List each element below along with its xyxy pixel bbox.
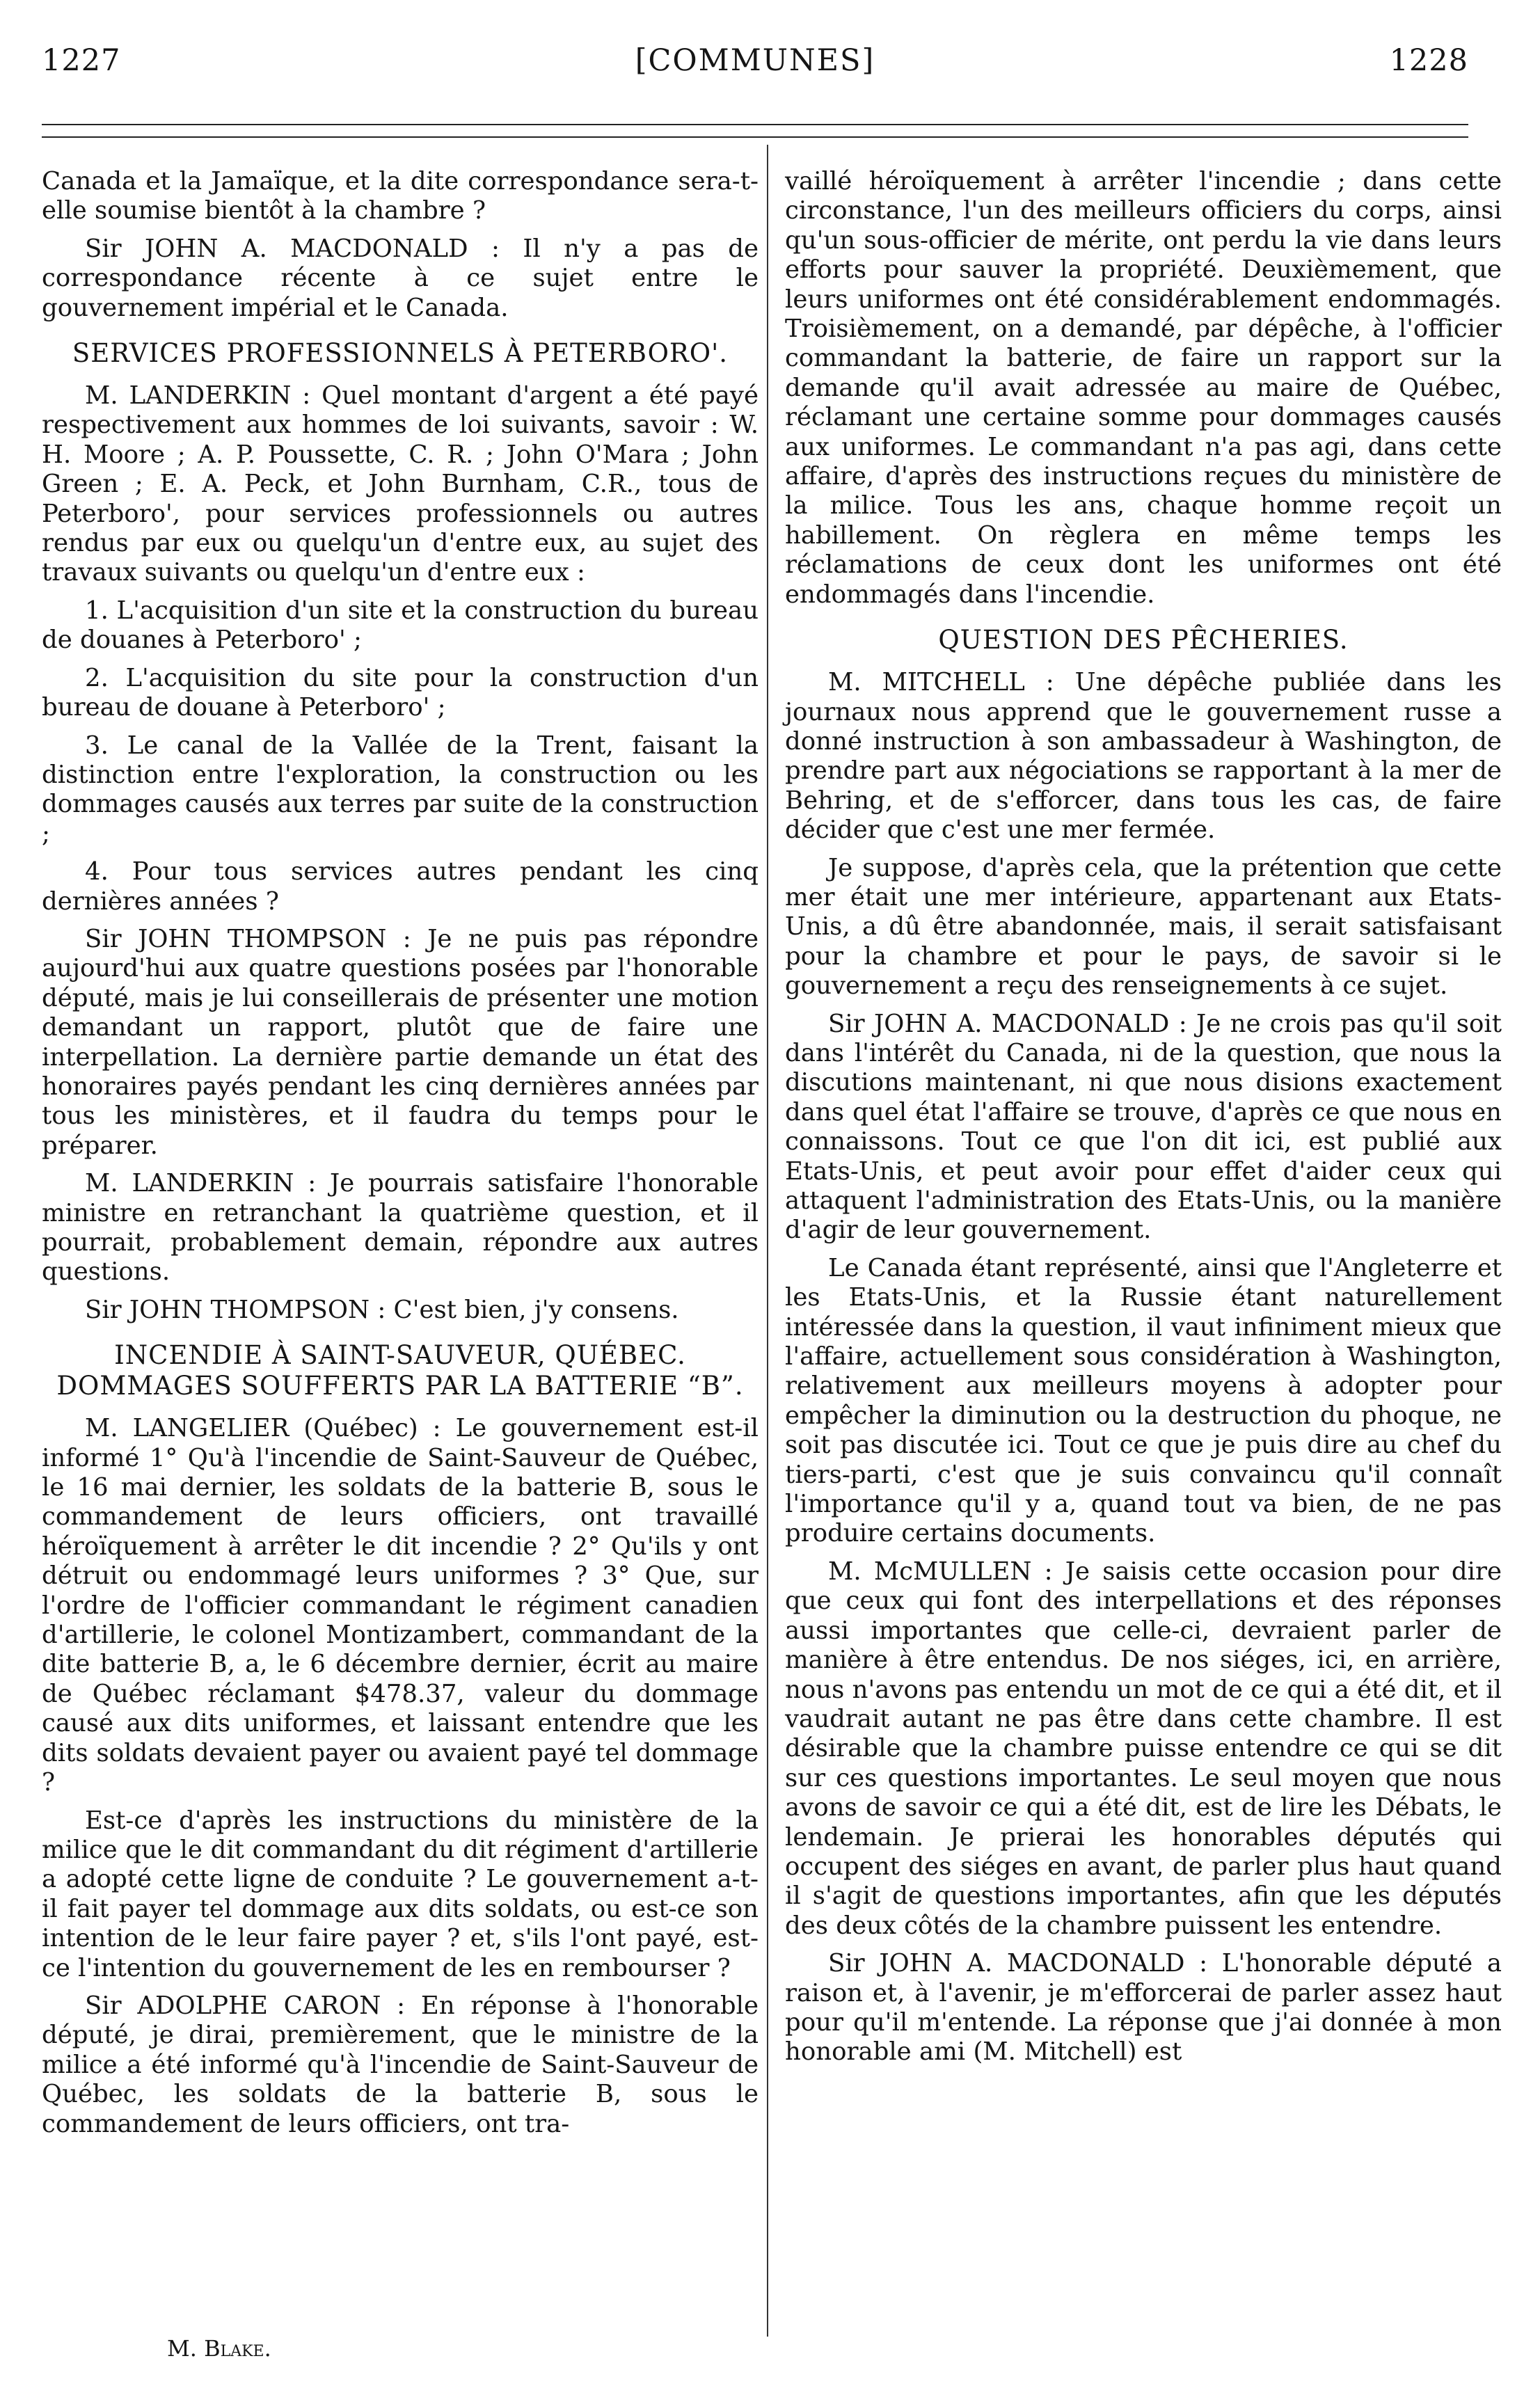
paragraph: M. LANDERKIN : Je pourrais satisfaire l'honorable ministre en retranchant la quatrième question, et il pourrait, probablement demain, répondre aux autres questions. bbox=[42, 1169, 759, 1287]
page-header bbox=[42, 43, 1468, 85]
section-heading: INCENDIE À SAINT-SAUVEUR, QUÉBEC. DOMMAGES SOUFFERTS PAR LA BATTERIE “B”. bbox=[56, 1340, 744, 1401]
section-heading: SERVICES PROFESSIONNELS À PETERBORO'. bbox=[72, 338, 729, 369]
paragraph: Sir JOHN THOMPSON : Je ne puis pas répondre aujourd'hui aux quatre questions posées par l'honorable député, mais je lui conseillerais de présenter une motion demandant un rapport, plutôt que de faire une interpellation. La dernière partie demande un état des honoraires payés pendant les cinq dernières années par tous les ministères, et il faudra du temps pour le préparer. bbox=[42, 924, 759, 1160]
column-divider bbox=[767, 145, 768, 2337]
right-column bbox=[785, 167, 1502, 2076]
paragraph: Sir JOHN A. MACDONALD : Il n'y a pas de correspondance récente à ce sujet entre le gouvernement impérial et le Canada. bbox=[42, 234, 759, 322]
paragraph: 4. Pour tous services autres pendant les cinq dernières années ? bbox=[42, 857, 759, 916]
section-heading: QUESTION DES PÊCHERIES. bbox=[938, 625, 1349, 655]
paragraph: Est-ce d'après les instructions du ministère de la milice que le dit commandant du dit régiment d'artillerie a adopté cette ligne de conduite ? Le gouvernement a-t-il fait payer tel dommage aux dits soldats, ou est-ce son intention de le leur faire payer ? et, s'ils l'ont payé, est-ce l'intention du gouvernement de les en rembourser ? bbox=[42, 1806, 759, 1982]
paragraph: Je suppose, d'après cela, que la prétention que cette mer était une mer intérieure, appartenant aux Etats-Unis, a dû être abandonnée, mais, il serait satisfaisant pour la chambre et pour le pays, de savoir si le gouvernement a reçu des renseignements à ce sujet. bbox=[785, 853, 1502, 1001]
paragraph: Sir JOHN THOMPSON : C'est bien, j'y consens. bbox=[85, 1295, 679, 1324]
paragraph: M. LANDERKIN : Quel montant d'argent a été payé respectivement aux hommes de loi suivants, savoir : W. H. Moore ; A. P. Poussette, C. R. ; John O'Mara ; John Green ; E. A. Peck, et John Burnham, C.R., tous de Peterboro', pour services professionnels ou autres rendus par eux ou quelqu'un d'entre eux, au sujet des travaux suivants ou quelqu'un d'entre eux : bbox=[42, 381, 759, 587]
paragraph: M. McMULLEN : Je saisis cette occasion pour dire que ceux qui font des interpellations et des réponses aussi importantes que celle-ci, devraient parler de manière à être entendus. De nos siéges, ici, en arrière, nous n'avons pas entendu un mot de ce qui a été dit, et il vaudrait autant ne pas être dans cette chambre. Il est désirable que la chambre puisse entendre ce qui se dit sur ces questions importantes. Le seul moyen que nous avons de savoir ce qui a été dit, est de lire les Débats, le lendemain. Je prierai les honorables députés qui occupent des siéges en avant, de parler plus haut quand il s'agit de questions importantes, afin que les députés des deux côtés de la chambre puissent les entendre. bbox=[785, 1557, 1502, 1940]
paragraph: M. LANGELIER (Québec) : Le gouvernement est-il informé 1° Qu'à l'incendie de Saint-Sauveur de Québec, le 16 mai dernier, les soldats de la batterie B, sous le commandement de leurs officiers, ont travaillé héroïquement à arrêter le dit incendie ? 2° Qu'ils y ont détruit ou endommagé leurs uniformes ? 3° Que, sur l'ordre de l'officier commandant le régiment canadien d'artillerie, le colonel Montizambert, commandant de la dite batterie B, a, le 6 décembre dernier, écrit au maire de Québec réclamant $478.37, valeur du dommage causé aux dits uniformes, et laissant entendre que les dits soldats devaient payer ou avaient payé tel dommage ? bbox=[42, 1414, 759, 1797]
page-signature: M. Blake. bbox=[167, 2335, 271, 2362]
paragraph: 2. L'acquisition du site pour la construction d'un bureau de douane à Peterboro' ; bbox=[42, 663, 759, 722]
header-rule-secondary bbox=[42, 136, 1468, 138]
paragraph: Sir JOHN A. MACDONALD : L'honorable député a raison et, à l'avenir, je m'efforcerai de parler assez haut pour qu'il m'entende. La réponse que j'ai donnée à mon honorable ami (M. Mitchell) est bbox=[785, 1949, 1502, 2067]
paragraph: Le Canada étant représenté, ainsi que l'Angleterre et les Etats-Unis, et la Russie étant naturellement intéressée dans la question, il vaut infiniment mieux que l'affaire, actuellement sous considération à Washington, relativement aux meilleurs moyens à adopter pour empêcher la diminution ou la destruction du phoque, ne soit pas discutée ici. Tout ce que je puis dire au chef du tiers-parti, c'est que je suis convaincu qu'il connaît l'importance qu'il y a, quand tout va bien, de ne pas produire certains documents. bbox=[785, 1253, 1502, 1548]
paragraph: 3. Le canal de la Vallée de la Trent, faisant la distinction entre l'exploration, la construction ou les dommages causés aux terres par suite de la construction ; bbox=[42, 731, 759, 848]
running-title: [COMMUNES] bbox=[635, 43, 875, 78]
page-number-right: 1228 bbox=[1389, 43, 1468, 78]
header-rule bbox=[42, 124, 1468, 125]
left-column bbox=[42, 167, 759, 2147]
paragraph: 1. L'acquisition d'un site et la construction du bureau de douanes à Peterboro' ; bbox=[42, 596, 759, 655]
paragraph: M. MITCHELL : Une dépêche publiée dans les journaux nous apprend que le gouvernement russe a donné instruction à son ambassadeur à Washington, de prendre part aux négociations se rapportant à la mer de Behring, et de s'efforcer, dans tous les cas, de faire décider que c'est une mer fermée. bbox=[785, 668, 1502, 845]
paragraph: Sir JOHN A. MACDONALD : Je ne crois pas qu'il soit dans l'intérêt du Canada, ni de la question, que nous la discutions maintenant, ni que nous disions exactement dans quel état l'affaire se trouve, d'après ce que nous en connaissons. Tout ce que l'on dit ici, est publié aux Etats-Unis, et peut avoir pour effet d'aider ceux qui attaquent l'administration des Etats-Unis, ou la manière d'agir de leur gouvernement. bbox=[785, 1009, 1502, 1245]
page-number-left: 1227 bbox=[42, 43, 121, 78]
paragraph: vaillé héroïquement à arrêter l'incendie ; dans cette circonstance, l'un des meilleurs officiers du corps, ainsi qu'un sous-officier de mérite, ont perdu la vie dans leurs efforts pour sauver la propriété. Deuxièmement, que leurs uniformes ont été considérablement endommagés. Troisièmement, on a demandé, par dépêche, à l'officier commandant la batterie, de faire un rapport sur la demande qu'il avait adressée au maire de Québec, réclamant une certaine somme pour dommages causés aux uniformes. Le commandant n'a pas agi, dans cette affaire, d'après des instructions reçues du ministère de la milice. Tous les ans, chaque homme reçoit un habillement. On règlera en même temps les réclamations de ceux dont les uniformes ont été endommagés dans l'incendie. bbox=[785, 167, 1502, 609]
paragraph: Sir ADOLPHE CARON : En réponse à l'honorable député, je dirai, premièrement, que le ministre de la milice a été informé qu'à l'incendie de Saint-Sauveur de Québec, les soldats de la batterie B, sous le commandement de leurs officiers, ont tra- bbox=[42, 1991, 759, 2138]
paragraph: Canada et la Jamaïque, et la dite correspondance sera-t-elle soumise bientôt à la chambre ? bbox=[42, 167, 759, 225]
